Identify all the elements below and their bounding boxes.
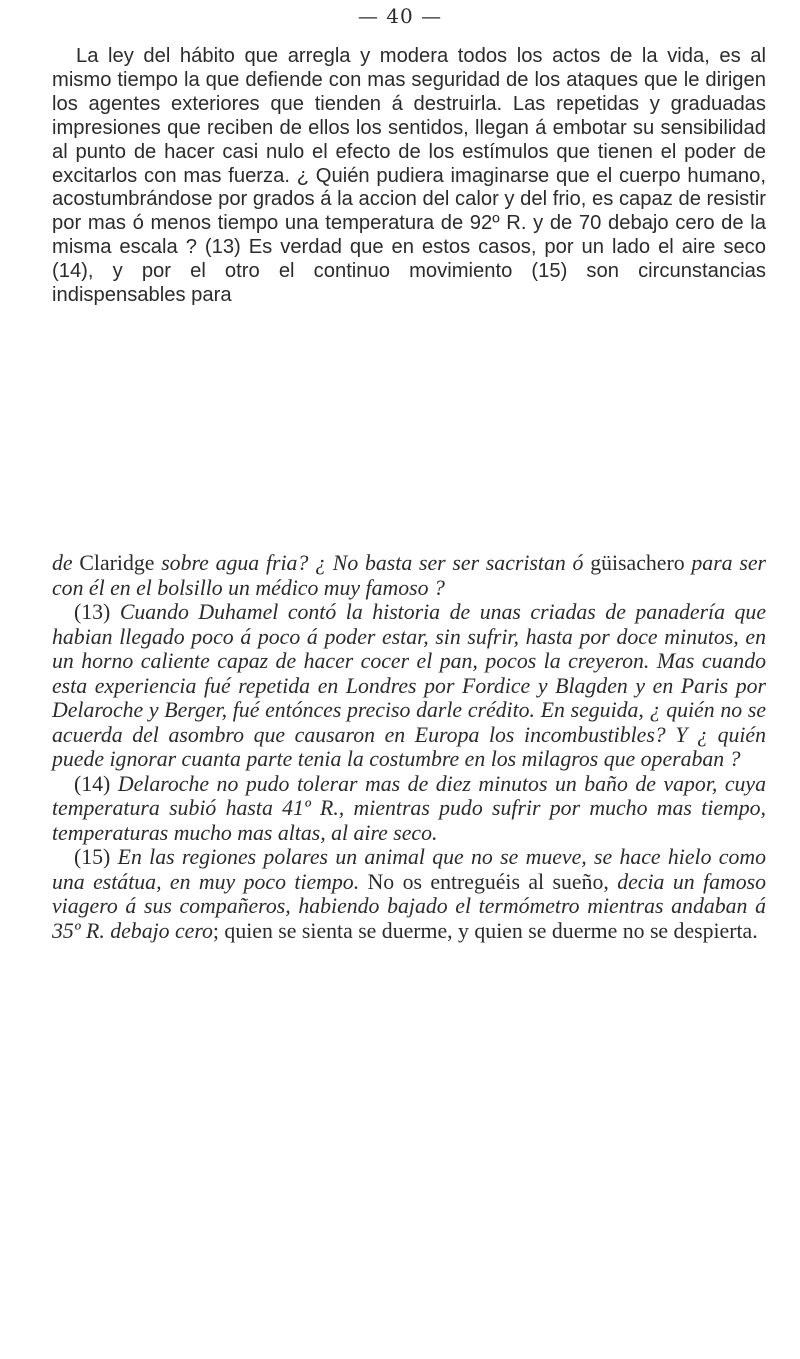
text-run: (14) xyxy=(74,771,118,796)
text-run: Claridge xyxy=(79,551,162,575)
text-run: de xyxy=(52,551,80,575)
note-15 xyxy=(52,845,766,943)
footnotes xyxy=(52,551,766,943)
text-run: En las regiones polares un animal que no se mueve, se hace hielo como una estátua, en muy poco tiempo. xyxy=(52,845,767,894)
text-run: (13) xyxy=(74,600,120,624)
text-run: ; quien se sienta se duerme, y quien se duerme no se despierta. xyxy=(212,918,758,943)
text-run: Delaroche no pudo tolerar mas de diez minutos un baño de vapor, cuya temperatura subió hasta 41º R., mientras pudo sufrir por mucho mas tiempo, temperaturas mucho mas altas, al aire seco. xyxy=(52,771,767,845)
text-run: para ser con él en el bolsillo un médico muy famoso ? xyxy=(52,551,766,600)
text-run: No os entreguéis al sueño, xyxy=(367,869,618,894)
text-run: decia un famoso viagero á sus compañeros, habiendo bajado el termómetro mientras andaban á 35º R. debajo cero xyxy=(52,869,766,943)
main-text xyxy=(52,45,766,308)
text-run: güisachero xyxy=(590,551,692,575)
note-14 xyxy=(52,772,766,846)
text-run: Cuando Duhamel contó la historia de unas criadas de panadería que habian llegado poco á poco á poder estar, sin sufrir, hasta por doce minutos, en un horno caliente capaz de hacer cocer el pan, pocos la creyeron. Mas cuando esta experiencia fué repetida en Londres por Fordice y Blagden y en Paris por Delaroche y Berger, fué entónces preciso darle crédito. En seguida, ¿ quién no se acuerda del asombro que causaron en Europa los incombustibles? Y ¿ quién puede ignorar cuanta parte tenia la costumbre en los milagros que operaban ? xyxy=(52,600,766,771)
text-run: (15) xyxy=(74,845,118,869)
note-13 xyxy=(52,600,766,772)
note-continuation xyxy=(52,551,766,600)
text-run: sobre agua fria? ¿ No basta ser ser sacristan ó xyxy=(161,551,591,575)
main-paragraph: La ley del hábito que arregla y modera todos los actos de la vida, es al mismo tiempo la que defiende con mas seguridad de los ataques que le dirigen los agentes exteriores que tienden á destruirla. Las repetidas y graduadas impresiones que reciben de ellos los sentidos, llegan á embotar su sensibilidad al punto de hacer casi nulo el efecto de los estímulos que tienen el poder de excitarlos con mas fuerza. ¿ Quién pudiera imaginarse que el cuerpo humano, acostumbrándose por grados á la accion del calor y del frio, es capaz de resistir por mas ó menos tiempo una temperatura de 92º R. y de 70 debajo cero de la misma escala ? (13) Es verdad que en estos casos, por un lado el aire seco (14), y por el otro el continuo movimiento (15) son circunstancias indispensables para xyxy=(52,45,766,307)
page-number: — 40 — xyxy=(357,4,443,28)
